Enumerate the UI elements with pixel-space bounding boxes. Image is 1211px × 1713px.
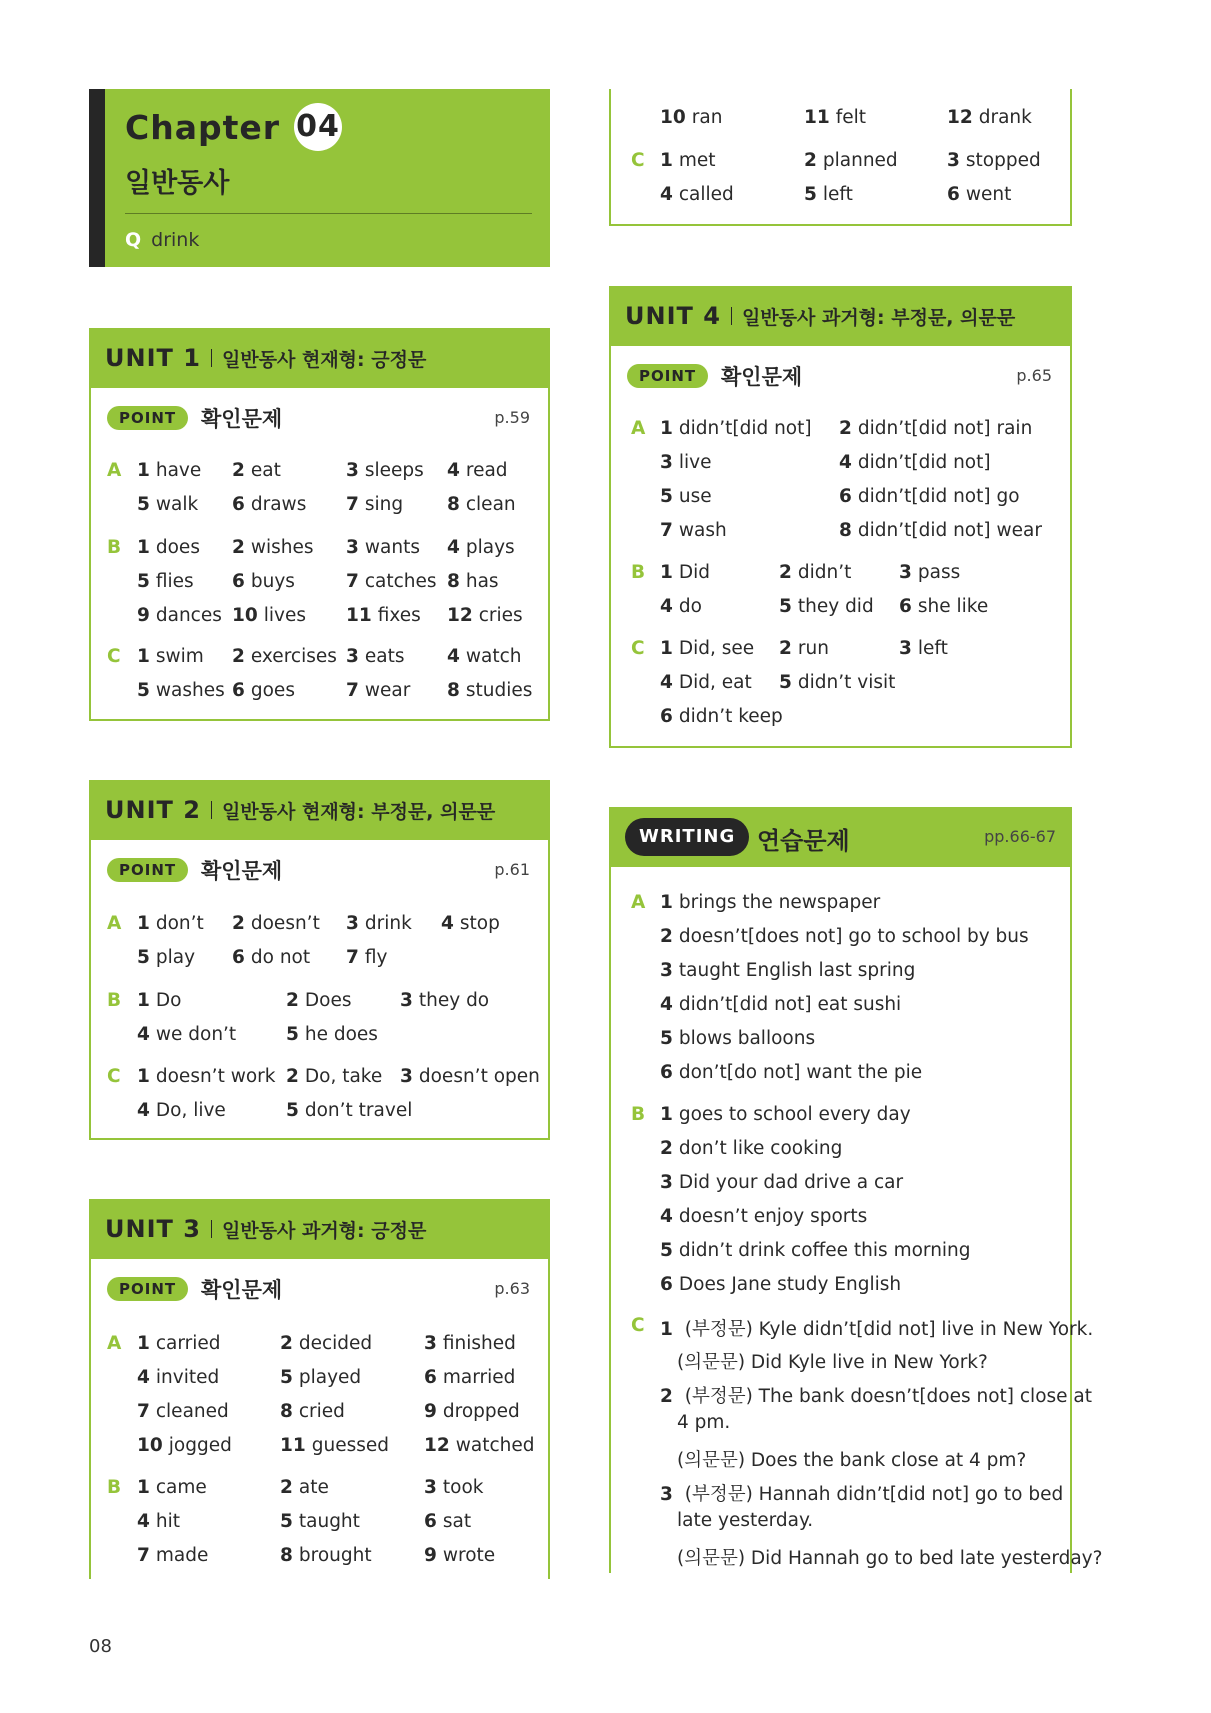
unit3-title: UNIT 3 [105,1215,201,1243]
answer-item: 2 didn’t [779,562,852,583]
page-ref: p.61 [494,860,530,879]
section-letter-b: B [631,562,646,583]
page-number: 08 [89,1636,112,1657]
answer-item: 5 didn’t visit [779,672,896,693]
answer-item: 7 made [137,1545,209,1566]
answer-item: 4 Do, live [137,1100,226,1121]
point-badge: POINT [627,364,708,388]
section-letter-a: A [107,913,122,934]
answer-item: (의문문) Does the bank close at 4 pm? [677,1450,1027,1471]
page-ref: p.63 [494,1279,530,1298]
q-label: Q [125,229,142,251]
point-title: 확인문제 [201,1278,283,1302]
section-letter-b: B [107,990,122,1011]
unit3-point-row [91,1259,548,1317]
answer-item: 3 doesn’t open [400,1066,540,1087]
answer-item: 2 didn’t[did not] rain [839,418,1033,439]
answer-item: 3 left [899,638,948,659]
answer-item: 6 she like [899,596,989,617]
unit3-desc: 일반동사 과거형: 긍정문 [221,1219,427,1242]
answer-item: 5 played [280,1367,362,1388]
q-answer: drink [151,229,200,251]
answer-item: 12 watched [424,1435,535,1456]
unit2-desc: 일반동사 현재형: 부정문, 의문문 [221,800,496,823]
chapter-header [89,89,550,267]
answer-item: 1 Did [660,562,711,583]
answer-item: 1 didn’t[did not] [660,418,812,439]
chapter-subtitle: 일반동사 [125,168,230,199]
answer-item: 4 didn’t[did not] [839,452,991,473]
answer-item: 6 went [947,184,1012,205]
answer-item: 4 pm. [677,1412,731,1433]
answer-item: 2 don’t like cooking [660,1138,843,1159]
section-letter-a: A [631,892,646,913]
divider [211,801,212,819]
answer-item: 2 exercises [232,646,337,667]
answer-item: 1 Do [137,990,182,1011]
answer-item: 10 ran [660,107,723,128]
answer-item: 5 taught [280,1511,360,1532]
answer-item: 2 planned [804,150,898,171]
answer-item: 4 invited [137,1367,220,1388]
unit4-header [609,286,1072,346]
answer-item: 12 drank [947,107,1032,128]
answer-item: 8 didn’t[did not] wear [839,520,1042,541]
answer-item: 2 doesn’t [232,913,320,934]
section-letter-a: A [631,418,646,439]
chapter-title [125,103,342,151]
answer-item: 1 Did, see [660,638,755,659]
divider [731,307,732,325]
answer-item: 4 called [660,184,734,205]
unit1-desc: 일반동사 현재형: 긍정문 [221,348,427,371]
answer-item: 2 Do, take [286,1066,383,1087]
answer-item: (의문문) Did Hannah go to bed late yesterday? [677,1548,1103,1569]
answer-item: 3 sleeps [346,460,424,481]
answer-item: 5 didn’t drink coffee this morning [660,1240,971,1261]
answer-item: 2 wishes [232,537,314,558]
unit2-point-row [91,840,548,898]
unit2-header [89,780,550,840]
writing-title: 연습문제 [757,827,850,855]
answer-item: 3 wants [346,537,420,558]
point-badge: POINT [107,858,188,882]
answer-item: 1 don’t [137,913,204,934]
answer-item: 3 pass [899,562,961,583]
answer-item: 6 Does Jane study English [660,1274,902,1295]
answer-item: 2 ate [280,1477,329,1498]
answer-item: 9 wrote [424,1545,496,1566]
answer-item: 10 lives [232,605,306,626]
answer-item: 4 plays [447,537,515,558]
section-letter-b: B [631,1104,646,1125]
section-letter-c: C [107,646,121,667]
answer-item: 4 Did, eat [660,672,752,693]
answer-item: 5 play [137,947,196,968]
answer-item: 5 blows balloons [660,1028,816,1049]
answer-item: 6 don’t[do not] want the pie [660,1062,923,1083]
answer-item: 7 wear [346,680,411,701]
chapter-divider [125,213,532,214]
answer-item: 6 married [424,1367,516,1388]
answer-item: 7 fly [346,947,388,968]
answer-item: 8 clean [447,494,516,515]
section-letter-c: C [631,1315,645,1336]
answer-item: (의문문) Did Kyle live in New York? [677,1352,988,1373]
answer-item: 3 live [660,452,712,473]
answer-item: 1 have [137,460,202,481]
answer-item: 6 buys [232,571,295,592]
answer-item: 3 took [424,1477,484,1498]
answer-item: 1 met [660,150,716,171]
answer-item: 11 fixes [346,605,421,626]
section-letter-a: A [107,460,122,481]
chapter-number: 04 [294,103,342,151]
answer-item: 4 watch [447,646,522,667]
answer-item: 2 Does [286,990,352,1011]
answer-item: 3 they do [400,990,490,1011]
answer-item: 1 brings the newspaper [660,892,881,913]
divider [211,349,212,367]
chapter-side-bar [89,89,105,267]
unit3-header [89,1199,550,1259]
answer-item: 7 cleaned [137,1401,229,1422]
answer-item: 1 doesn’t work [137,1066,276,1087]
unit1-point-row [91,388,548,446]
answer-item: 1 came [137,1477,207,1498]
point-title: 확인문제 [201,407,283,431]
writing-badge: WRITING [625,818,749,856]
unit2-title: UNIT 2 [105,796,201,824]
answer-item: 2 eat [232,460,281,481]
section-letter-c: C [631,638,645,659]
answer-item: 2 doesn’t[does not] go to school by bus [660,926,1029,947]
answer-item: 1 (부정문) Kyle didn’t[did not] live in New York. [660,1319,1094,1340]
answer-item: 12 cries [447,605,523,626]
answer-item: 3 finished [424,1333,516,1354]
section-letter-c: C [631,150,645,171]
answer-item: 3 (부정문) Hannah didn’t[did not] go to bed [660,1484,1064,1505]
unit1-title: UNIT 1 [105,344,201,372]
answer-item: 2 run [779,638,829,659]
answer-item: 2 (부정문) The bank doesn’t[does not] close at [660,1386,1093,1407]
page-ref: p.59 [494,408,530,427]
page-ref: pp.66-67 [984,827,1056,846]
answer-item: 11 guessed [280,1435,390,1456]
divider [211,1220,212,1238]
point-badge: POINT [107,406,188,430]
point-title: 확인문제 [721,365,803,389]
answer-item: 1 carried [137,1333,221,1354]
answer-item: 6 didn’t[did not] go [839,486,1020,507]
point-badge: POINT [107,1277,188,1301]
answer-item: 1 goes to school every day [660,1104,911,1125]
answer-item: 4 didn’t[did not] eat sushi [660,994,902,1015]
answer-item: 7 wash [660,520,727,541]
section-letter-b: B [107,1477,122,1498]
writing-header [609,807,1072,867]
answer-item: 1 swim [137,646,204,667]
answer-item: 6 draws [232,494,307,515]
section-letter-a: A [107,1333,122,1354]
section-letter-b: B [107,537,122,558]
answer-item: 4 we don’t [137,1024,237,1045]
answer-item: 7 catches [346,571,437,592]
answer-item: 1 does [137,537,200,558]
answer-item: 6 didn’t keep [660,706,783,727]
unit4-title: UNIT 4 [625,302,721,330]
answer-item: 4 doesn’t enjoy sports [660,1206,868,1227]
answer-item: 8 brought [280,1545,372,1566]
answer-item: 5 he does [286,1024,378,1045]
answer-item: 5 walk [137,494,199,515]
answer-item: 4 hit [137,1511,180,1532]
answer-item: 3 eats [346,646,405,667]
answer-item: 5 left [804,184,853,205]
answer-item: 3 Did your dad drive a car [660,1172,904,1193]
answer-item: 5 they did [779,596,874,617]
answer-item: 6 sat [424,1511,472,1532]
answer-item: late yesterday. [677,1510,814,1531]
unit4-point-row [611,346,1070,404]
answer-item: 5 don’t travel [286,1100,413,1121]
unit1-header [89,328,550,388]
chapter-question [125,229,199,251]
point-title: 확인문제 [201,859,283,883]
answer-item: 6 goes [232,680,295,701]
chapter-label: Chapter [125,107,281,147]
answer-item: 8 has [447,571,499,592]
answer-item: 11 felt [804,107,867,128]
answer-item: 3 taught English last spring [660,960,916,981]
answer-item: 3 stopped [947,150,1041,171]
answer-item: 8 studies [447,680,533,701]
answer-item: 5 washes [137,680,225,701]
unit4-desc: 일반동사 과거형: 부정문, 의문문 [741,306,1016,329]
answer-item: 10 jogged [137,1435,232,1456]
answer-item: 2 decided [280,1333,373,1354]
answer-item: 9 dropped [424,1401,520,1422]
answer-item: 4 stop [441,913,500,934]
answer-item: 9 dances [137,605,222,626]
page-ref: p.65 [1016,366,1052,385]
answer-item: 6 do not [232,947,311,968]
answer-item: 7 sing [346,494,404,515]
answer-item: 8 cried [280,1401,345,1422]
answer-item: 3 drink [346,913,412,934]
answer-item: 4 read [447,460,508,481]
section-letter-c: C [107,1066,121,1087]
answer-item: 5 use [660,486,712,507]
answer-item: 4 do [660,596,702,617]
answer-item: 5 flies [137,571,194,592]
